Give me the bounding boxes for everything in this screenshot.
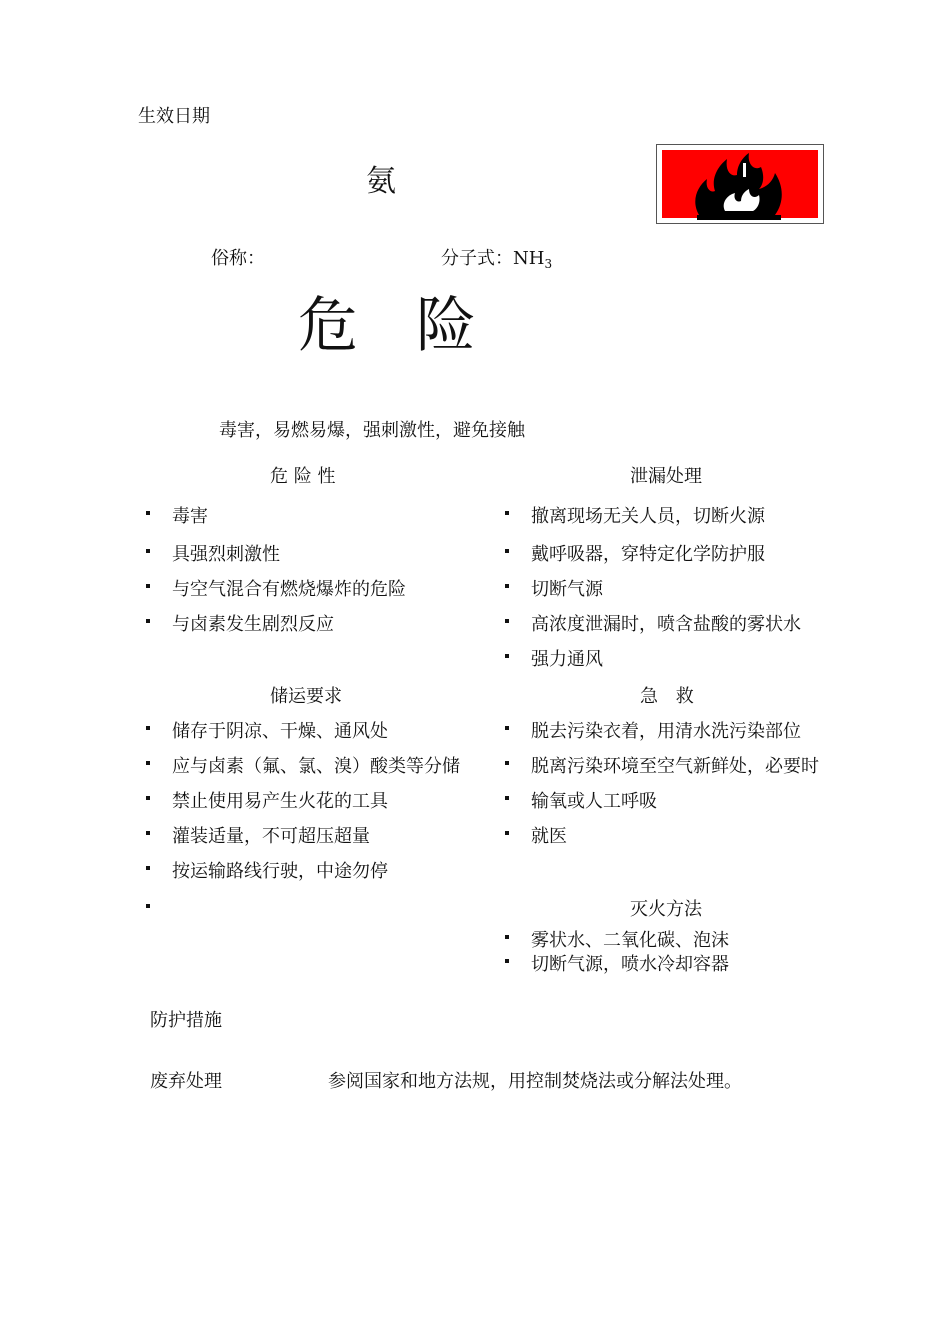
bullet-icon <box>505 761 509 765</box>
bullet-icon <box>505 831 509 835</box>
formula-text: 分子式：NH <box>441 248 545 269</box>
list-item-text: 毒害 <box>172 506 208 527</box>
bullet-icon <box>146 904 150 908</box>
disposal-label: 废弃处理 <box>150 1071 222 1092</box>
bullet-icon <box>146 511 150 515</box>
bullet-icon <box>505 959 509 963</box>
list-item-text: 与空气混合有燃烧爆炸的危险 <box>172 579 406 600</box>
flammable-flame-icon <box>687 149 797 223</box>
bullet-icon <box>146 831 150 835</box>
list-item-text: 撤离现场无关人员，切断火源 <box>531 506 765 527</box>
bullet-icon <box>146 866 150 870</box>
bullet-icon <box>146 584 150 588</box>
list-item-text: 雾状水、二氧化碳、泡沫 <box>531 930 729 951</box>
list-item-text: 储存于阴凉、干燥、通风处 <box>172 721 388 742</box>
bullet-icon <box>505 584 509 588</box>
disposal-text: 参阅国家和地方法规，用控制焚烧法或分解法处理。 <box>328 1071 742 1092</box>
danger-signal-word: 危险 <box>298 291 534 361</box>
bullet-icon <box>505 511 509 515</box>
chemical-name: 氨 <box>366 164 396 199</box>
hazard-pictogram <box>656 144 824 224</box>
bullet-icon <box>146 549 150 553</box>
list-item-text: 戴呼吸器，穿特定化学防护服 <box>531 544 765 565</box>
first-aid-title: 急 救 <box>640 686 700 707</box>
list-item-text: 脱离污染环境至空气新鲜处，必要时 <box>531 756 819 777</box>
list-item-text: 切断气源，喷水冷却容器 <box>531 954 729 975</box>
molecular-formula <box>441 244 552 271</box>
bullet-icon <box>146 796 150 800</box>
list-item-text: 应与卤素（氟、氯、溴）酸类等分储 <box>172 756 460 777</box>
storage-title: 储运要求 <box>270 686 342 707</box>
warning-summary: 毒害，易燃易爆，强刺激性，避免接触 <box>219 420 525 441</box>
list-item-text: 按运输路线行驶，中途勿停 <box>172 861 388 882</box>
list-item-text: 切断气源 <box>531 579 603 600</box>
bullet-icon <box>505 726 509 730</box>
list-item-text: 输氧或人工呼吸 <box>531 791 657 812</box>
bullet-icon <box>505 654 509 658</box>
bullet-icon <box>505 549 509 553</box>
bullet-icon <box>505 619 509 623</box>
alias-label: 俗称： <box>211 248 265 269</box>
list-item-text: 就医 <box>531 826 567 847</box>
fire-title: 灭火方法 <box>630 899 702 920</box>
bullet-icon <box>505 935 509 939</box>
list-item-text: 灌装适量，不可超压超量 <box>172 826 370 847</box>
protection-label: 防护措施 <box>150 1010 222 1031</box>
bullet-icon <box>505 796 509 800</box>
list-item-text: 与卤素发生剧烈反应 <box>172 614 334 635</box>
list-item-text: 禁止使用易产生火花的工具 <box>172 791 388 812</box>
bullet-icon <box>146 761 150 765</box>
effective-date-label: 生效日期 <box>138 106 210 127</box>
list-item-text: 高浓度泄漏时，喷含盐酸的雾状水 <box>531 614 801 635</box>
list-item-text: 具强烈刺激性 <box>172 544 280 565</box>
hazards-title: 危 险 性 <box>270 466 336 487</box>
list-item-text: 强力通风 <box>531 649 603 670</box>
formula-subscript: 3 <box>544 257 553 271</box>
leak-title: 泄漏处理 <box>630 466 702 487</box>
bullet-icon <box>146 619 150 623</box>
list-item-text: 脱去污染衣着，用清水洗污染部位 <box>531 721 801 742</box>
bullet-icon <box>146 726 150 730</box>
